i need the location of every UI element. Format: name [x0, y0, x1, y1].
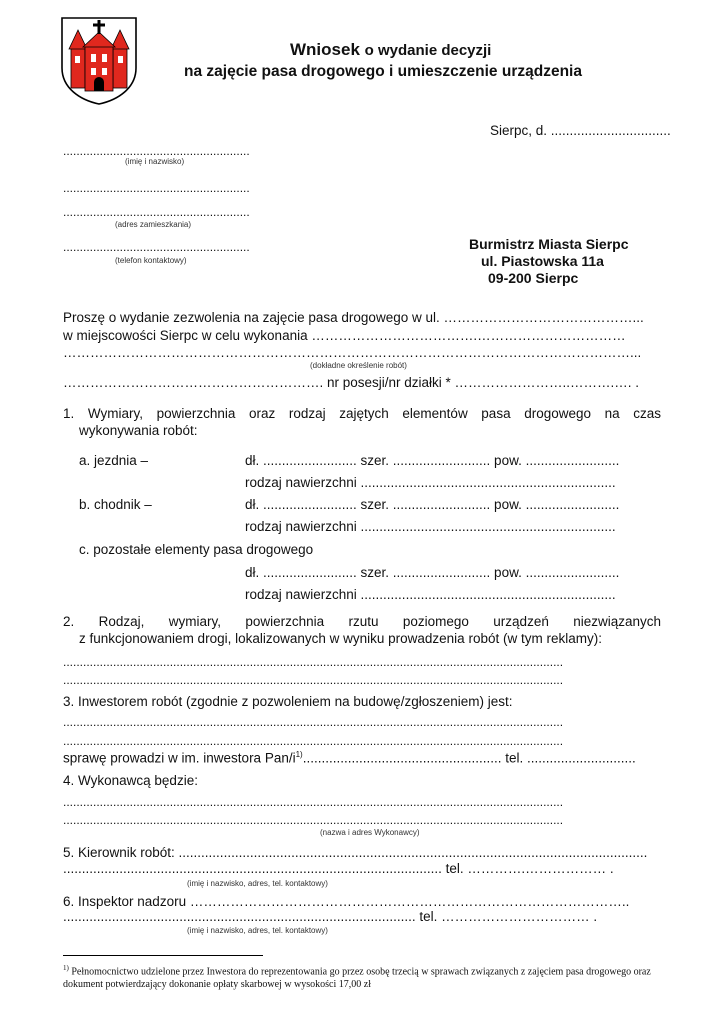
item-b-label: b. chodnik – [79, 497, 152, 512]
applicant-address-label: (adres zamieszkania) [115, 220, 192, 229]
form-title-bold: Wniosek [290, 40, 360, 59]
recipient-line-3: 09-200 Sierpc [488, 270, 579, 286]
recipient-line-2: ul. Piastowska 11a [481, 253, 604, 269]
section-4-label: (nazwa i adres Wykonawcy) [320, 828, 420, 837]
recipient-line-1: Burmistrz Miasta Sierpc [469, 236, 629, 252]
proxy-field[interactable]: ..................................................... tel. ............................. [302, 750, 636, 766]
footnote-marker: 1) [63, 964, 69, 972]
sierpc-coat-of-arms-icon [60, 16, 138, 106]
item-a-label: a. jezdnia – [79, 453, 149, 468]
place-date-field[interactable]: Sierpc, d. ................................ [490, 123, 671, 138]
proxy-label: sprawę prowadzi w im. inwestora Pan/i [63, 750, 296, 766]
section-4-field-1[interactable]: ...................................................................................................................................................... [63, 795, 564, 809]
section-2-field-1[interactable]: ...................................................................................................................................................... [63, 655, 564, 669]
section-3-field-1[interactable]: ...................................................................................................................................................... [63, 715, 564, 729]
section-1-heading: 1. Wymiary, powierzchnia oraz rodzaj zajętych elementów pasa drogowego na czas [63, 406, 661, 421]
request-works-label: (dokładne określenie robót) [310, 361, 407, 370]
item-c-dimensions[interactable]: dł. ......................... szer. .......................... pow. ......................... [245, 565, 620, 580]
item-b-dimensions[interactable]: dł. ......................... szer. .......................... pow. ......................... [245, 497, 620, 512]
section-5-label: (imię i nazwisko, adres, tel. kontaktowy) [187, 879, 328, 888]
item-c-surface[interactable]: rodzaj nawierzchni .................................................................... [245, 587, 616, 602]
section-1-heading-cont: wykonywania robót: [79, 423, 198, 438]
applicant-name-label: (imię i nazwisko) [125, 157, 185, 166]
section-3-field-2[interactable]: ...................................................................................................................................................... [63, 734, 564, 748]
applicant-address-field-1[interactable]: ........................................................ [63, 181, 250, 195]
footnote-text: Pełnomocnictwo udzielone przez Inwestora do reprezentowania go przez osobę trzecią w sprawach związanych z zajęciem pasa drogowego oraz dokument potwierdzający dokonanie opłaty skarbowej w wysokości 17,00 zł [63, 966, 651, 991]
request-line-street[interactable]: Proszę o wydanie zezwolenia na zajęcie pasa drogowego w ul. ……………………………………... [63, 310, 644, 325]
section-4-field-2[interactable]: ...................................................................................................................................................... [63, 813, 564, 827]
applicant-name-field[interactable]: ........................................................ [63, 144, 250, 158]
section-6-field[interactable]: 6. Inspektor nadzoru …………………………………………………………………………………….. [63, 894, 630, 909]
applicant-phone-label: (telefon kontaktowy) [115, 256, 187, 265]
section-6-field-2[interactable]: .............................................................................................. tel. …………………………… . [63, 909, 598, 924]
section-5-field-2[interactable]: ..................................................................................................... tel. ………….……………… . [63, 861, 614, 876]
item-b-surface[interactable]: rodzaj nawierzchni .................................................................... [245, 519, 616, 534]
request-line-works[interactable]: ………………………………………………………………………………………………………………... [63, 345, 642, 360]
section-6-label: (imię i nazwisko, adres, tel. kontaktowy) [187, 926, 328, 935]
section-5-field[interactable]: 5. Kierownik robót: ............................................................................................................................. [63, 845, 648, 860]
section-2-heading: 2. Rodzaj, wymiary, powierzchnia rzutu poziomego urządzeń niezwiązanych [63, 614, 661, 629]
item-a-surface[interactable]: rodzaj nawierzchni .................................................................... [245, 475, 616, 490]
request-line-purpose[interactable]: w miejscowości Sierpc w celu wykonania ……………………………….…………………………… [63, 328, 626, 343]
section-4-heading: 4. Wykonawcą będzie: [63, 773, 198, 788]
section-2-heading-cont: z funkcjonowaniem drogi, lokalizowanych w wyniku prowadzenia robót (w tym reklamy): [79, 631, 602, 646]
proxy-footnote-ref: 1) [295, 750, 303, 759]
section-3-proxy-line[interactable] [63, 750, 661, 766]
form-title [290, 40, 491, 60]
section-3-heading: 3. Inwestorem robót (zgodnie z pozwoleniem na budowę/zgłoszeniem) jest: [63, 694, 513, 709]
footnote [63, 962, 661, 991]
section-2-field-2[interactable]: ...................................................................................................................................................... [63, 673, 564, 687]
applicant-phone-field[interactable]: ........................................................ [63, 240, 250, 254]
applicant-address-field-2[interactable]: ........................................................ [63, 205, 250, 219]
footnote-divider [63, 955, 263, 956]
form-subtitle: na zajęcie pasa drogowego i umieszczenie urządzenia [184, 63, 582, 80]
item-c-label: c. pozostałe elementy pasa drogowego [79, 542, 314, 557]
form-title-rest: o wydanie decyzji [364, 42, 492, 59]
request-line-plot[interactable]: …………………………………………………. nr posesji/nr działki * ……………………..……….…. . [63, 375, 640, 390]
item-a-dimensions[interactable]: dł. ......................... szer. .......................... pow. ......................... [245, 453, 620, 468]
